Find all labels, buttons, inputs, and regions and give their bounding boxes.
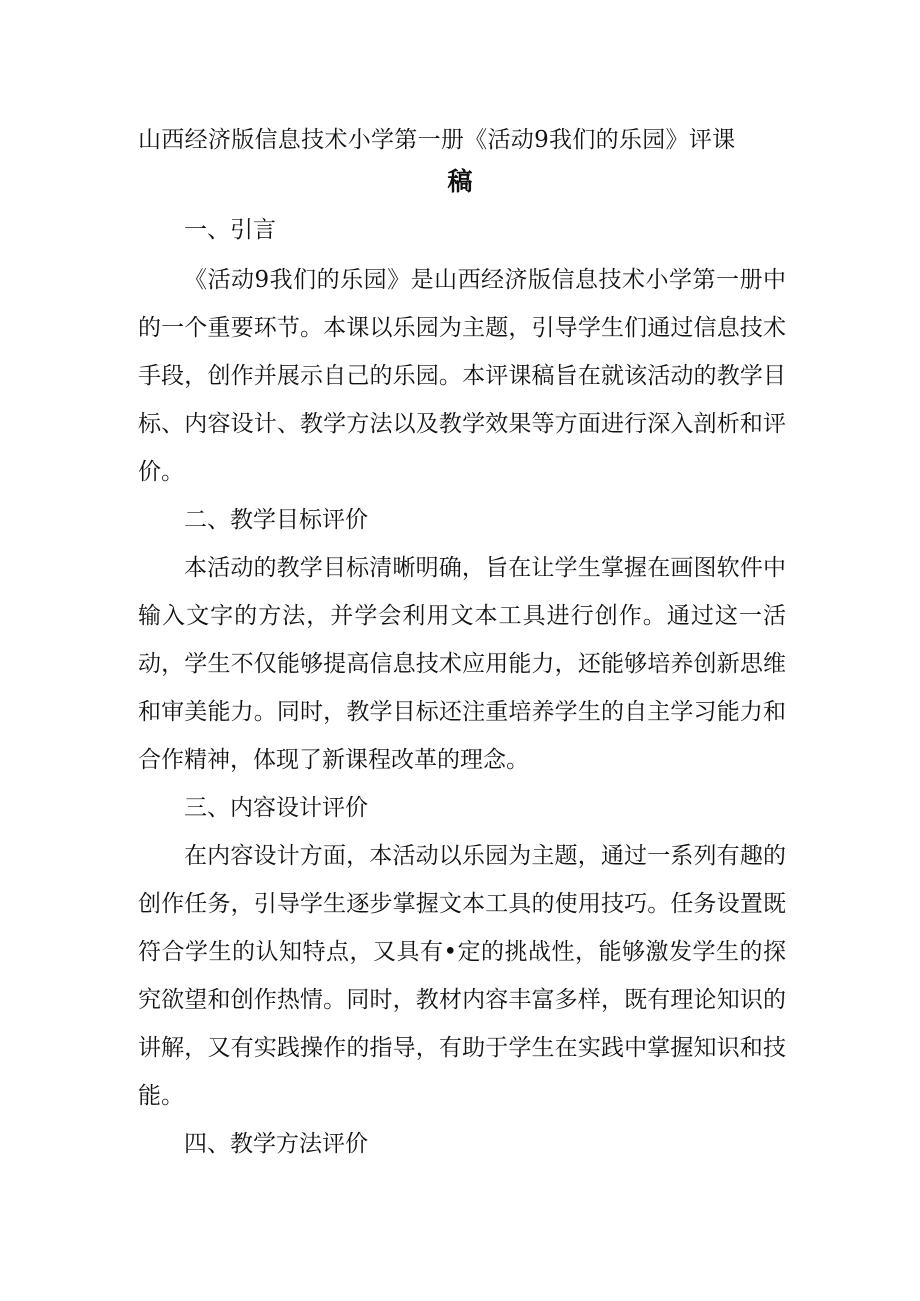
document-title-line-2: 稿 (447, 167, 473, 196)
section-paragraph-introduction: 《活动9我们的乐园》是山西经济版信息技术小学第一册中的一个重要环节。本课以乐园为主题，引导学生们通过信息技术手段，创作并展示自己的乐园。本评课稿旨在就该活动的教学目标、内容设计、教学方法以及教学效果等方面进行深入剖析和评价。 (138, 267, 786, 485)
section-heading-content-design: 三、内容设计评价 (184, 795, 368, 821)
document-title-line-1: 山西经济版信息技术小学第一册《活动9我们的乐园》评课 (138, 127, 736, 153)
section-heading-introduction: 一、引言 (184, 217, 276, 243)
section-heading-teaching-methods: 四、教学方法评价 (184, 1131, 368, 1157)
section-heading-teaching-goals: 二、教学目标评价 (184, 507, 368, 533)
section-paragraph-content-design: 在内容设计方面，本活动以乐园为主题，通过一系列有趣的创作任务，引导学生逐步掌握文本工具的使用技巧。任务设置既符合学生的认知特点，又具有•定的挑战性，能够激发学生的探究欲望和创作热情。同时，教材内容丰富多样，既有理论知识的讲解，又有实践操作的指导，有助于学生在实践中掌握知识和技能。 (138, 843, 786, 1109)
section-paragraph-teaching-goals: 本活动的教学目标清晰明确，旨在让学生掌握在画图软件中输入文字的方法，并学会利用文本工具进行创作。通过这一活动，学生不仅能够提高信息技术应用能力，还能够培养创新思维和审美能力。同时，教学目标还注重培养学生的自主学习能力和合作精神，体现了新课程改革的理念。 (138, 555, 786, 773)
